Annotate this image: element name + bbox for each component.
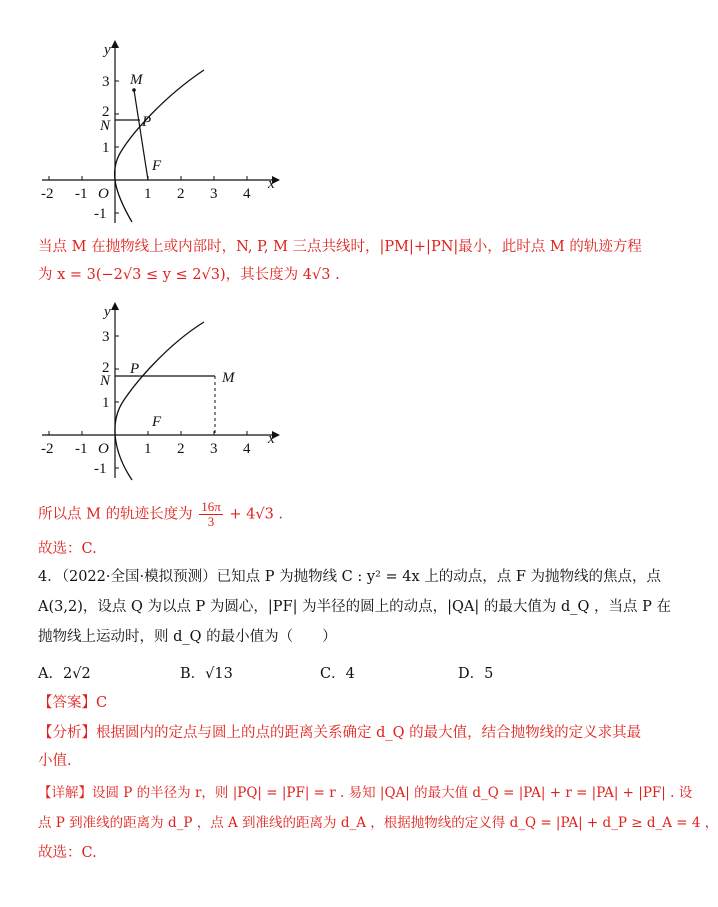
answer-line [38, 692, 616, 714]
x-tick-label: 2 [177, 186, 185, 202]
fraction [199, 500, 223, 529]
label-f: F [152, 158, 162, 174]
label-n: N [100, 373, 111, 389]
analysis-tag: 【分析】 [38, 725, 96, 741]
x-tick-label: -1 [75, 441, 88, 457]
label-n: N [100, 118, 111, 134]
parabola-graph-2 [32, 300, 292, 490]
y-label: y [104, 42, 111, 58]
answer-tag: 【答案】 [38, 695, 96, 711]
origin-label: O [98, 186, 109, 202]
para1-line2 [38, 264, 616, 286]
label-m: M [222, 370, 235, 386]
point-m [132, 88, 136, 92]
q4-line2: A(3,2)，设点 Q 为以点 P 为圆心，|PF| 为半径的圆上的动点，|QA| 的最大值为 d_Q ，当点 P 在 [38, 599, 671, 615]
y-arrow [111, 302, 119, 310]
para2-prefix: 所以点 M 的轨迹长度为 [38, 506, 193, 523]
q4-line1: 4．（2022·全国·模拟预测）已知点 P 为抛物线 C : y² = 4x 上的动点，点 F 为抛物线的焦点，点 [38, 569, 662, 585]
x-tick-label: 3 [210, 186, 218, 202]
detail-tag: 【详解】 [38, 785, 92, 801]
parabola-curve [115, 70, 204, 222]
x-tick-label: 1 [144, 441, 152, 457]
option-c: C．4 [320, 666, 355, 682]
answer-value: C [96, 695, 108, 711]
detail-line2: 点 P 到准线的距离为 d_P ，点 A 到准线的距离为 d_A ，根据抛物线的定义得 d_Q = |PA| + d_P ≥ d_A = 4 ， [38, 815, 718, 831]
x-label: x [268, 176, 275, 192]
label-p: P [142, 114, 152, 130]
y-tick-label: 3 [102, 74, 110, 90]
label-m: M [130, 72, 143, 88]
x-tick-label: 3 [210, 441, 218, 457]
y-tick-label: -1 [94, 206, 107, 222]
parabola-graph-1 [32, 38, 292, 228]
option-a: A．2√2 [38, 666, 91, 682]
y-label: y [104, 304, 111, 320]
y-tick-label: 2 [102, 360, 110, 376]
detail-line1 [38, 782, 693, 804]
para2 [38, 500, 616, 529]
segment-mf [134, 90, 148, 180]
para1-equation: 为 x = 3(−2√3 ≤ y ≤ 2√3) [38, 267, 226, 283]
x-tick-label: 2 [177, 441, 185, 457]
figure-1 [32, 38, 292, 228]
figure-2 [32, 300, 292, 490]
fraction-denominator: 3 [207, 514, 215, 529]
origin-label: O [98, 441, 109, 457]
y-tick-label: 3 [102, 329, 110, 345]
answer-select-1: 故选：C. [38, 541, 97, 557]
analysis-line1 [38, 722, 642, 744]
x-tick-label: -1 [75, 186, 88, 202]
detail-text1: 设圆 P 的半径为 r，则 |PQ| = |PF| = r . 易知 |QA| 的最大值 d_Q = |PA| + r = |PA| + |PF| . 设 [92, 785, 693, 801]
y-tick-label: 1 [102, 395, 110, 411]
x-tick-label: -2 [41, 441, 54, 457]
y-tick-label: -1 [94, 461, 107, 477]
para1-length: ，其长度为 4√3 . [225, 267, 340, 283]
para1-line1: 当点 M 在抛物线上或内部时，N, P, M 三点共线时，|PM|+|PN|最小，此时点 M 的轨迹方程 [38, 239, 642, 255]
label-f: F [152, 414, 162, 430]
x-tick-label: 1 [144, 186, 152, 202]
detail-line3: 故选：C. [38, 845, 97, 861]
para2-suffix: + 4√3 . [229, 506, 284, 523]
option-d: D．5 [458, 666, 494, 682]
x-tick-label: 4 [243, 186, 251, 202]
analysis-text1: 根据圆内的定点与圆上的点的距离关系确定 d_Q 的最大值，结合抛物线的定义求其最 [96, 725, 642, 741]
label-p: P [130, 361, 140, 377]
x-label: x [268, 431, 275, 447]
option-b: B．√13 [180, 666, 233, 682]
x-tick-label: 4 [243, 441, 251, 457]
y-tick-label: 2 [102, 104, 110, 120]
fraction-numerator: 16π [201, 499, 221, 514]
analysis-line2: 小值. [38, 753, 72, 769]
y-arrow [111, 40, 119, 48]
y-tick-label: 1 [102, 140, 110, 156]
parabola-curve [115, 322, 204, 480]
q4-line3: 抛物线上运动时，则 d_Q 的最小值为（ ） [38, 629, 337, 645]
x-tick-label: -2 [41, 186, 54, 202]
